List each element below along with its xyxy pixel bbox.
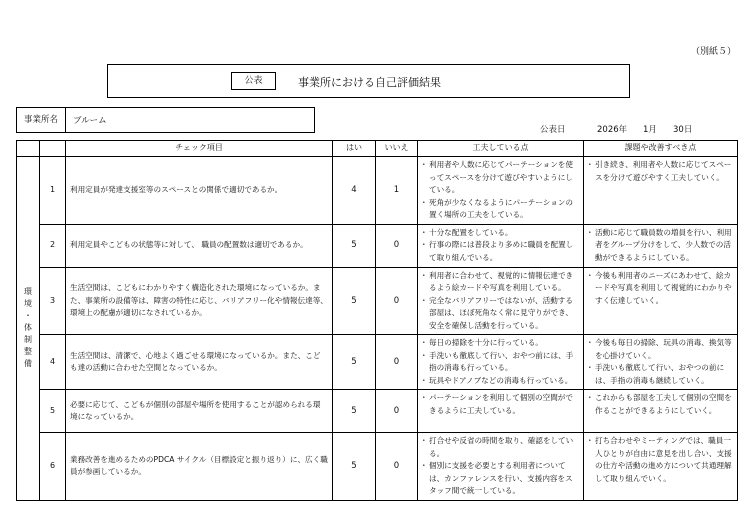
business-label: 事業所名 (17, 108, 66, 132)
issues-cell: ・ 今後も利用者のニーズにあわせて、絵カードや写真を利用して視覚的にわかりやすく伝達していく。 (584, 267, 738, 335)
yes-count: 5 (333, 433, 376, 501)
table-row (17, 157, 738, 225)
table-row (17, 390, 738, 433)
page-title: 事業所における自己評価結果 (298, 76, 441, 89)
publication-year: 2026年 (597, 125, 628, 135)
table-row (17, 224, 738, 267)
section-label: 環 境 ・ 体 制 整 備 (17, 157, 40, 501)
publication-day: 30日 (673, 125, 693, 135)
efforts-cell: ・ 毎日の掃除を十分に行っている。 ・ 手洗いも徹底して行い、おやつ前には、手指の消毒も行っている。 ・ 玩具やドアノブなどの消毒も行っている。 (418, 335, 584, 390)
yes-count: 5 (333, 390, 376, 433)
publication-label: 公表日 (540, 125, 566, 135)
no-count: 1 (376, 157, 418, 225)
title-box (107, 64, 630, 98)
table-header-row (17, 141, 738, 157)
header-number (40, 141, 66, 157)
header-no: いいえ (376, 141, 418, 157)
publication-date (540, 123, 692, 135)
yes-count: 5 (333, 267, 376, 335)
table-row (17, 267, 738, 335)
row-number: 3 (40, 267, 66, 335)
row-number: 4 (40, 335, 66, 390)
issues-cell: ・ 活動に応じて職員数の増員を行い、利用者をグループ分けをして、少人数での活動ができるようにしている。 (584, 224, 738, 267)
header-efforts: 工夫している点 (418, 141, 584, 157)
check-item: 必要に応じて、こどもが個別の部屋や場所を使用することが認められる環境になっているか。 (66, 390, 333, 433)
check-item: 業務改善を進めるためのPDCA サイクル（目標設定と振り返り）に、広く職員が参画しているか。 (66, 433, 333, 501)
table-row (17, 433, 738, 501)
table-row (17, 335, 738, 390)
issues-cell: ・ 打ち合わせやミーティングでは、職員一人ひとりが自由に意見を出し合い、支援の仕方や活動の進め方について共通理解して取り組んでいく。 (584, 433, 738, 501)
row-number: 1 (40, 157, 66, 225)
header-issues: 課題や改善すべき点 (584, 141, 738, 157)
check-item: 利用定員やこどもの状態等に対して、 職員の配置数は適切であるか。 (66, 224, 333, 267)
yes-count: 5 (333, 224, 376, 267)
row-number: 6 (40, 433, 66, 501)
issues-cell: ・ 引き続き、利用者や人数に応じてスペースを分けて遊びやすく工夫していく。 (584, 157, 738, 225)
public-badge: 公表 (231, 72, 276, 90)
efforts-cell: ・ 利用者に合わせて、視覚的に情報伝達できるよう絵カードや写真を利用している。 ・ 完全なバリアフリーではないが、活動する部屋は、ほぼ死角なく常に見守りができ、安全を確保し活動を行っている。 (418, 267, 584, 335)
no-count: 0 (376, 335, 418, 390)
evaluation-table (16, 140, 738, 501)
efforts-cell: ・ 打合せや反省の時間を取り、確認をしている。 ・ 個別に支援を必要とする利用者については、カンファレンスを行い、支援内容をスタッフ間で統一している。 (418, 433, 584, 501)
row-number: 5 (40, 390, 66, 433)
business-name: ブルーム (73, 116, 107, 126)
issues-cell: ・ 今後も毎日の掃除、玩具の消毒、換気等を心掛けていく。 ・ 手洗いも徹底して行い、おやつの前には、手指の消毒も継続していく。 (584, 335, 738, 390)
header-check: チェック項目 (66, 141, 333, 157)
row-number: 2 (40, 224, 66, 267)
header-yes: はい (333, 141, 376, 157)
efforts-cell: ・ 十分な配置をしている。 ・ 行事の際には普段より多めに職員を配置して取り組んでいる。 (418, 224, 584, 267)
yes-count: 5 (333, 335, 376, 390)
no-count: 0 (376, 433, 418, 501)
business-box (16, 107, 315, 133)
yes-count: 4 (333, 157, 376, 225)
publication-month: 1月 (643, 125, 657, 135)
check-item: 生活空間は、こどもにわかりやすく構造化された環境になっているか。また、事業所の設備等は、障害の特性に応じ、バリアフリー化や情報伝達等、環境上の配慮が適切になされているか。 (66, 267, 333, 335)
header-section (17, 141, 40, 157)
issues-cell: ・ これからも部屋を工夫して個別の空間を作ることができるようにしていく。 (584, 390, 738, 433)
check-item: 生活空間は、清潔で、心地よく過ごせる環境になっているか。また、こども達の活動に合わせた空間となっているか。 (66, 335, 333, 390)
no-count: 0 (376, 267, 418, 335)
efforts-cell: ・ パーテーションを利用して個別の空間ができるように工夫している。 (418, 390, 584, 433)
efforts-cell: ・ 利用者や人数に応じてパーテーションを使ってスペースを分けて遊びやすいようにしている。 ・ 死角が少なくなるようにパーテーションの置く場所の工夫をしている。 (418, 157, 584, 225)
check-item: 利用定員が発達支援室等のスペースとの関係で適切であるか。 (66, 157, 333, 225)
no-count: 0 (376, 390, 418, 433)
no-count: 0 (376, 224, 418, 267)
annex-label: （別紙５） (690, 47, 736, 57)
